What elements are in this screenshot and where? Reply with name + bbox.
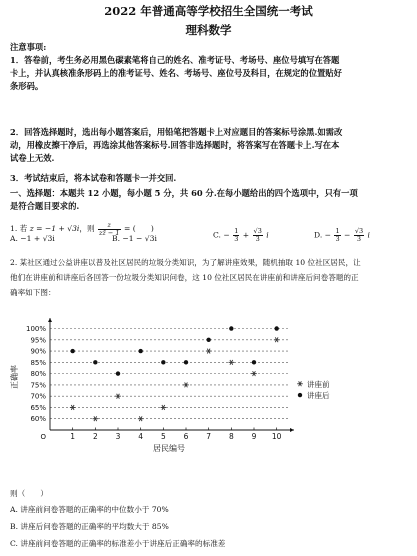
q1-d-n2: √3	[354, 227, 364, 235]
section-heading-cont: 是符合题目要求的.	[10, 201, 80, 211]
q1-c-frac2	[253, 228, 263, 243]
q1-d-frac2	[354, 228, 364, 243]
y-tick-label: 100%	[25, 325, 46, 334]
q1-option-a: A. −1 + √3i	[10, 234, 55, 243]
question-2-line: 确率如下图：	[10, 288, 56, 297]
point-after	[161, 360, 165, 364]
notice-line: 条形码。	[10, 81, 44, 91]
notice-heading: 注意事项:	[10, 42, 47, 52]
q1-c-n2: √3	[253, 227, 262, 235]
q1-d-minus: −	[324, 230, 332, 240]
q1-c-i: i	[266, 230, 269, 240]
legend-layer	[297, 379, 330, 400]
point-after	[70, 349, 74, 353]
point-before	[229, 360, 235, 365]
point-after	[93, 360, 97, 364]
point-before	[206, 349, 212, 354]
y-tick-label: 95%	[30, 336, 46, 345]
point-before	[138, 416, 144, 421]
x-tick-label: 2	[92, 432, 98, 441]
exam-subtitle: 理科数学	[185, 23, 232, 37]
point-before	[161, 405, 167, 410]
x-axis-arrow	[290, 428, 294, 432]
x-axis-label: 居民编号	[153, 444, 185, 453]
point-before	[251, 371, 257, 376]
q1-d-d2: 3	[356, 235, 362, 243]
question-2-line: 2. 某社区通过公益讲座以普及社区居民的垃圾分类知识，为了解讲座效果，随机抽取 10 位社区居民，让	[10, 258, 361, 267]
q1-frac-den: zz̄ − 1	[98, 228, 120, 237]
x-tick-label: 8	[228, 432, 234, 441]
q1-prefix: 1. 若	[10, 224, 28, 233]
q2-option-c: C. 讲座前问卷答题的正确率的标准差小于讲座后正确率的标准差	[10, 539, 226, 548]
x-tick-label: 9	[251, 432, 257, 441]
x-tick-label: 5	[160, 432, 166, 441]
point-after	[116, 371, 120, 375]
y-tick-label: 65%	[30, 403, 46, 412]
q1-option-b: B. −1 − √3i	[112, 234, 157, 243]
q1-c-n1: 1	[234, 227, 239, 235]
legend-label-before: 讲座前	[307, 379, 330, 389]
question-2-prompt: 则（ ）	[10, 489, 48, 498]
q1-d-d1: 3	[335, 235, 340, 243]
point-after	[252, 360, 256, 364]
notice-line: 2．回答选择题时，选出每小题答案后，用铅笔把答题卡上对应题目的答案标号涂黑.如需改	[10, 127, 343, 137]
y-tick-label: 80%	[30, 370, 46, 379]
question-2-line: 他们在讲座前和讲座后各回答一份垃圾分类知识问卷，这 10 位社区居民在讲座前和讲座后问卷答题的正	[10, 273, 359, 282]
point-after	[229, 326, 233, 330]
x-tick-label: 6	[183, 432, 189, 441]
exam-title: 2022 年普通高等学校招生全国统一考试	[104, 4, 313, 18]
q1-c-frac1	[233, 228, 239, 243]
x-tick-label: 4	[138, 432, 144, 441]
q1-d-n1: 1	[335, 227, 340, 235]
q1-option-c-label: C.	[213, 230, 221, 240]
q1-option-d	[314, 228, 370, 243]
y-tick-label: 70%	[30, 392, 46, 401]
x-tick-label: 3	[115, 432, 121, 441]
y-tick-label: 90%	[30, 347, 46, 356]
point-after	[184, 360, 188, 364]
point-before	[93, 416, 99, 421]
q2-option-b: B. 讲座后问卷答题的正确率的平均数大于 85%	[10, 522, 169, 531]
q1-frac-num: z	[98, 222, 121, 230]
q1-c-d1: 3	[234, 235, 239, 243]
q1-d-i: i	[367, 230, 370, 240]
section-heading: 一、选择题：本题共 12 小题，每小题 5 分，共 60 分.在每小题给出的四个选项中，只有一项	[10, 188, 358, 198]
q1-c-plus: +	[242, 230, 250, 240]
y-tick-label: 85%	[30, 358, 46, 367]
notice-line: 1．答卷前，考生务必用黑色碳素笔将自己的姓名、准考证号、考场号、座位号填写在答题	[10, 55, 340, 65]
q1-z-definition: z = −1 + √3i	[29, 224, 80, 233]
y-axis-label: 正确率	[10, 365, 19, 389]
q1-option-c	[213, 228, 269, 243]
q1-c-d2: 3	[255, 235, 260, 243]
q1-d-minus2: −	[344, 230, 351, 240]
point-before	[183, 382, 189, 387]
point-after	[206, 338, 210, 342]
y-tick-label: 75%	[30, 381, 46, 390]
point-after	[274, 326, 278, 330]
point-before	[115, 394, 121, 399]
legend-marker-before	[297, 381, 303, 386]
point-before	[274, 337, 280, 342]
notice-line: 试卷上无效.	[10, 153, 55, 163]
notice-line: 卡上，并认真核准条形码上的准考证号、姓名、考场号、座位号及科目，在规定的位置贴好	[10, 68, 342, 78]
q1-c-minus: −	[223, 230, 230, 240]
q1-d-frac1	[334, 228, 340, 243]
axis-layer	[9, 318, 294, 453]
point-after	[138, 349, 142, 353]
origin-label: O	[40, 433, 46, 441]
legend-marker-after	[298, 393, 302, 397]
legend-label-after: 讲座后	[307, 391, 330, 401]
q2-option-a: A. 讲座前问卷答题的正确率的中位数小于 70%	[10, 505, 169, 514]
q1-option-d-label: D.	[314, 230, 323, 240]
notice-line: 3．考试结束后，将本试卷和答题卡一并交回.	[10, 173, 177, 183]
x-tick-label: 1	[70, 432, 76, 441]
point-before	[70, 405, 76, 410]
x-tick-label: 10	[271, 432, 282, 441]
y-tick-label: 60%	[30, 415, 46, 424]
q1-post: = ( )	[123, 224, 154, 233]
x-tick-label: 7	[206, 432, 212, 441]
q1-then: ，则	[79, 224, 95, 233]
y-axis-arrow	[48, 318, 52, 322]
notice-line: 动，用橡皮擦干净后，再选涂其他答案标号.回答非选择题时，将答案写在答题卡上.写在本	[10, 140, 340, 150]
accuracy-scatter-chart	[0, 310, 417, 475]
